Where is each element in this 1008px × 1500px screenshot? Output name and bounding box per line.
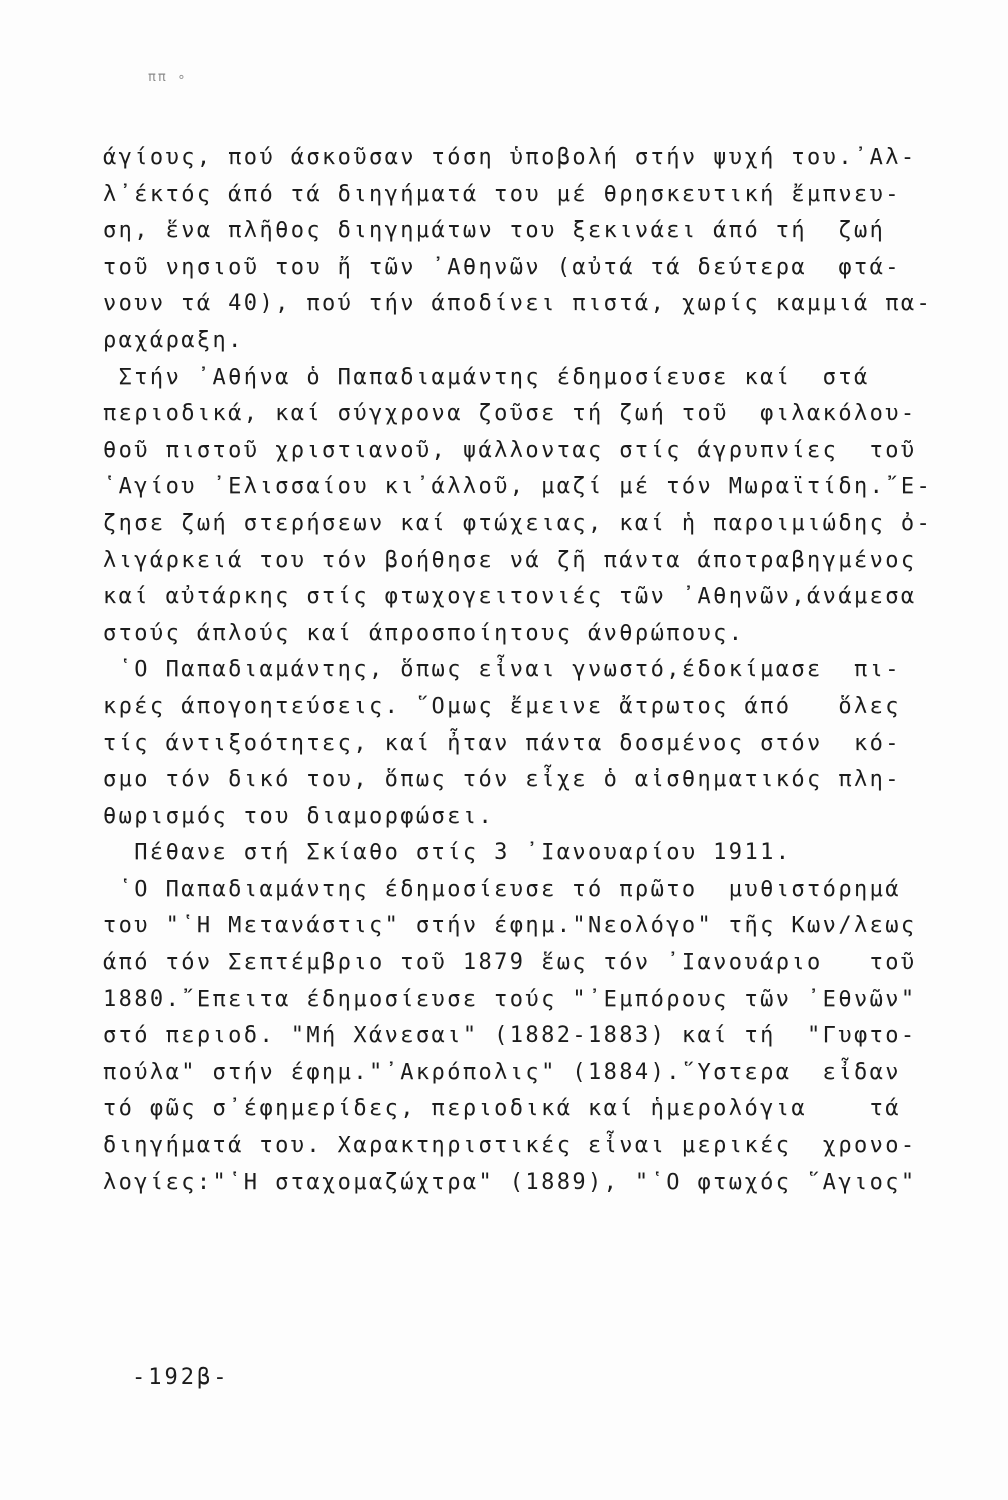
text-line: καί αὐτάρκης στίς φτωχογειτονιές τῶν ᾿Αθηνῶν,άνάμεσα (103, 584, 917, 610)
text-line: θωρισμός του διαμορφώσει. (103, 803, 495, 829)
text-line: σμο τόν δικό του, ὅπως τόν εἶχε ὁ αἰσθηματικός πλη- (103, 767, 901, 793)
text-line: διηγήματά του. Χαρακτηριστικές εἶναι μερικές χρονο- (103, 1133, 917, 1159)
text-line: Στήν ᾿Αθήνα ὁ Παπαδιαμάντης έδημοσίευσε καί στά (103, 364, 870, 390)
text-line: ῾Αγίου ᾿Ελισσαίου κι᾿άλλοῦ, μαζί μέ τόν Μωραϊτίδη.῎Ε- (103, 474, 933, 500)
text-line: του "῾Η Μετανάστις" στήν έφημ."Νεολόγο" τῆς Κων/λεως (103, 913, 917, 939)
text-line: ζησε ζωή στερήσεων καί φτώχειας, καί ἡ παροιμιώδης ὀ- (103, 510, 933, 536)
text-line: λ᾿έκτός άπό τά διηγήματά του μέ θρησκευτική ἔμπνευ- (103, 181, 901, 207)
text-line: θοῦ πιστοῦ χριστιανοῦ, ψάλλοντας στίς άγρυπνίες τοῦ (103, 437, 917, 463)
page-number: -192β- (132, 1365, 230, 1390)
body-text (103, 140, 987, 1201)
text-line: 1880.῎Επειτα έδημοσίευσε τούς "᾿Εμπόρους τῶν ᾿Εθνῶν" (103, 986, 917, 1012)
text-line: ῾Ο Παπαδιαμάντης, ὅπως εἶναι γνωστό,έδοκίμασε πι- (103, 657, 901, 683)
text-line: λιγάρκειά του τόν βοήθησε νά ζῆ πάντα άποτραβηγμένος (103, 547, 917, 573)
text-line: Πέθανε στή Σκίαθο στίς 3 ᾿Ιανουαρίου 1911. (103, 840, 792, 866)
text-line: άγίους, πού άσκοῦσαν τόση ὑποβολή στήν ψυχή του.᾿Αλ- (103, 145, 917, 170)
text-line: ῾Ο Παπαδιαμάντης έδημοσίευσε τό πρῶτο μυθιστόρημά (103, 876, 901, 902)
text-line: πούλα" στήν έφημ."᾿Ακρόπολις" (1884).῞Υστερα εἶδαν (103, 1059, 901, 1085)
stray-mark: ππ ∘ (148, 70, 188, 85)
text-line: στό περιοδ. "Μή Χάνεσαι" (1882-1883) καί τή "Γυφτο- (103, 1023, 917, 1049)
text-line: τοῦ νησιοῦ του ἤ τῶν ᾿Αθηνῶν (αὐτά τά δεύτερα φτά- (103, 254, 901, 280)
text-line: νουν τά 40), πού τήν άποδίνει πιστά, χωρίς καμμιά πα- (103, 291, 933, 317)
text-line: ση, ἕνα πλῆθος διηγημάτων του ξεκινάει άπό τή ζωή (103, 218, 886, 244)
text-line: ραχάραξη. (103, 327, 244, 353)
text-line: λογίες:"῾Η σταχομαζώχτρα" (1889), "῾Ο φτωχός ῞Αγιος" (103, 1169, 917, 1195)
text-line: άπό τόν Σεπτέμβριο τοῦ 1879 ἕως τόν ᾿Ιανουάριο τοῦ (103, 950, 917, 976)
text-line: περιοδικά, καί σύγχρονα ζοῦσε τή ζωή τοῦ φιλακόλου- (103, 401, 917, 427)
text-line: κρές άπογοητεύσεις. ῞Ομως ἔμεινε ἄτρωτος άπό ὅλες (103, 693, 901, 719)
text-line: τίς άντιξοότητες, καί ἦταν πάντα δοσμένος στόν κό- (103, 730, 901, 756)
text-line: τό φῶς σ᾿έφημερίδες, περιοδικά καί ἡμερολόγια τά (103, 1096, 901, 1122)
text-line: στούς άπλούς καί άπροσποίητους άνθρώπους. (103, 620, 745, 646)
